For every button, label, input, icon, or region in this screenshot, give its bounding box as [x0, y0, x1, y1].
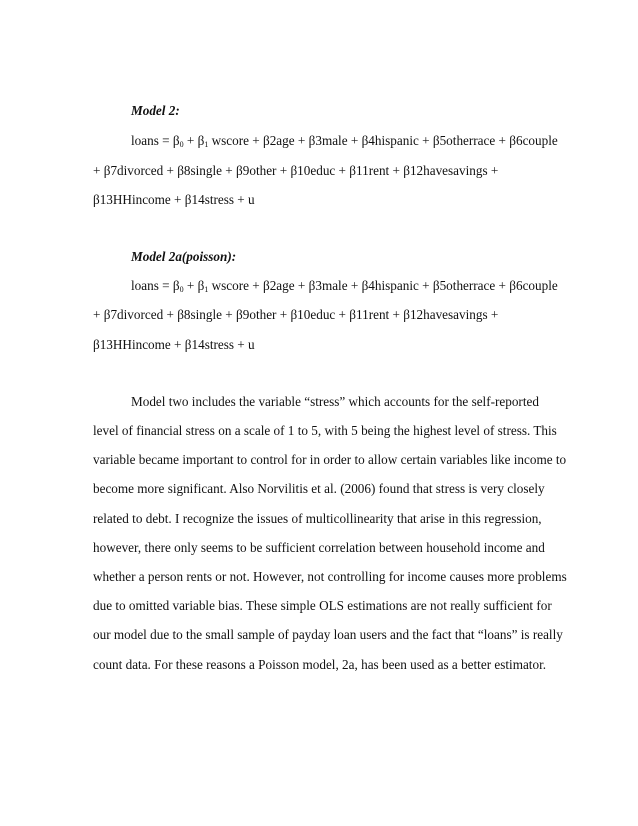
model2a-heading: Model 2a(poisson):	[131, 249, 237, 264]
paragraph-line: related to debt. I recognize the issues of multicollinearity that arise in this regression,	[93, 511, 542, 526]
paragraph-line: become more significant. Also Norvilitis et al. (2006) found that stress is very closely	[93, 481, 545, 496]
equation-text: loans = β	[131, 278, 180, 293]
paragraph-line: level of financial stress on a scale of 1 to 5, with 5 being the highest level of stress. This	[93, 423, 557, 438]
paragraph-line: variable became important to control for in order to allow certain variables like income to	[93, 452, 567, 467]
model2-equation-line-2: + β7divorced + β8single + β9other + β10educ + β11rent + β12havesavings +	[93, 163, 499, 178]
subscript-1: 1	[204, 285, 209, 294]
model2-equation-line-3: β13HHincome + β14stress + u	[93, 192, 255, 207]
model2a-equation-line-1	[131, 278, 558, 294]
equation-text: wscore + β2age + β3male + β4hispanic + β5otherrace + β6couple	[208, 278, 558, 293]
paragraph-line: count data. For these reasons a Poisson model, 2a, has been used as a better estimator.	[93, 657, 547, 672]
equation-text: + β	[183, 278, 205, 293]
model2-heading: Model 2:	[131, 103, 180, 118]
paragraph-line: our model due to the small sample of payday loan users and the fact that “loans” is really	[93, 627, 563, 642]
model2a-equation-line-3: β13HHincome + β14stress + u	[93, 337, 255, 352]
equation-text: loans = β	[131, 133, 180, 148]
subscript-0: 0	[179, 140, 184, 149]
paragraph-line: however, there only seems to be sufficient correlation between household income and	[93, 540, 545, 555]
subscript-1: 1	[204, 140, 209, 149]
paragraph-line: Model two includes the variable “stress” which accounts for the self-reported	[131, 394, 539, 409]
paragraph-line: due to omitted variable bias. These simple OLS estimations are not really sufficient for	[93, 598, 552, 613]
paragraph-line: whether a person rents or not. However, not controlling for income causes more problems	[93, 569, 567, 584]
model2a-equation-line-2: + β7divorced + β8single + β9other + β10educ + β11rent + β12havesavings +	[93, 307, 499, 322]
equation-text: + β	[183, 133, 205, 148]
model2-equation-line-1	[131, 133, 558, 149]
equation-text: wscore + β2age + β3male + β4hispanic + β5otherrace + β6couple	[208, 133, 558, 148]
subscript-0: 0	[179, 285, 184, 294]
